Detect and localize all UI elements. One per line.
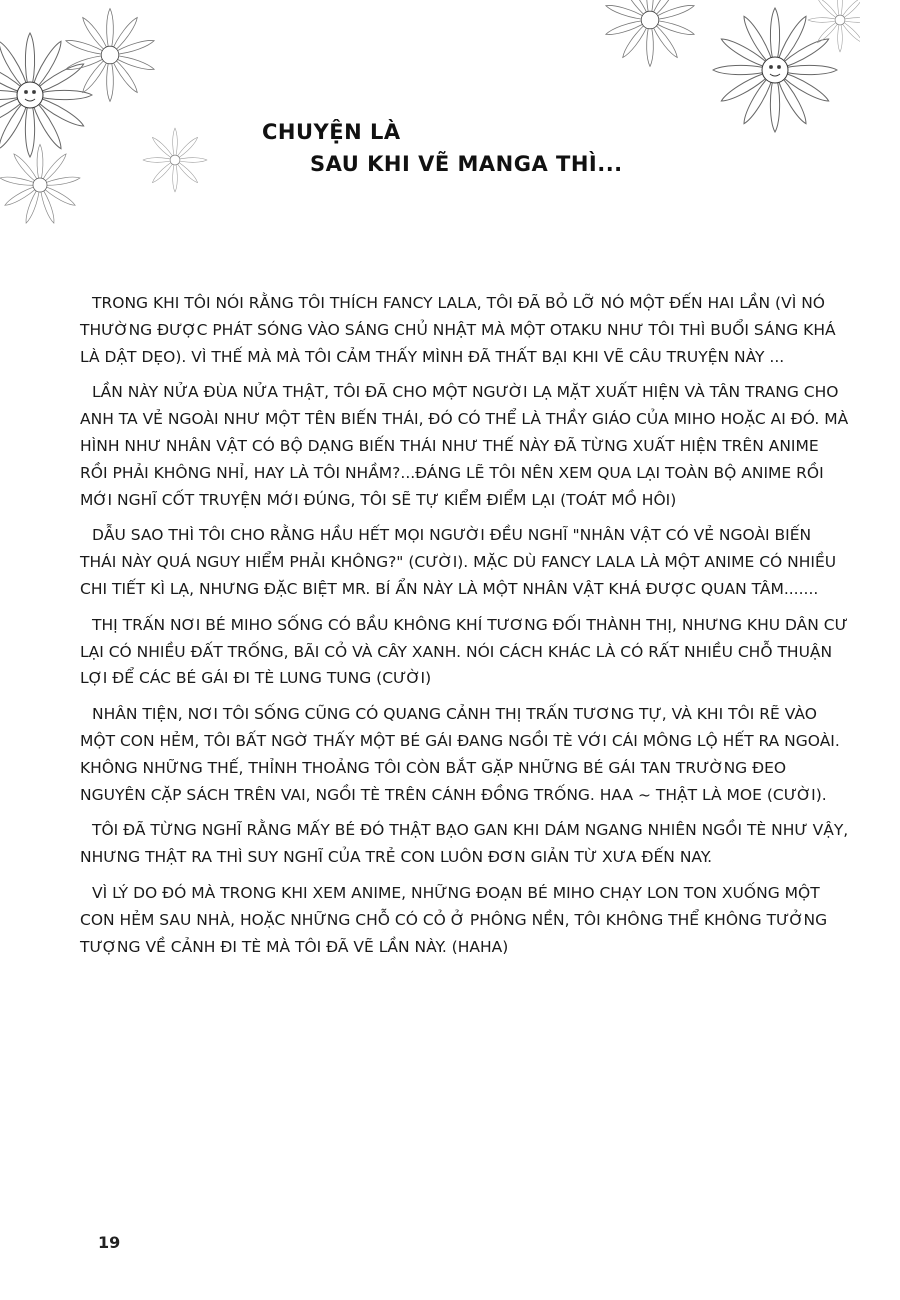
article-body	[80, 290, 850, 969]
title-line-2: SAU KHI VẼ MANGA THÌ...	[310, 152, 623, 176]
paragraph-3: DẪU SAO THÌ TÔI CHO RẰNG HẦU HẾT MỌI NGƯỜI ĐỀU NGHĨ "NHÂN VẬT CÓ VẺ NGOÀI BIẾN THÁI NÀY QUÁ NGUY HIỂM PHẢI KHÔNG?" (CƯỜI). MẶC DÙ FANCY LALA LÀ MỘT ANIME CÓ NHIỀU CHI TIẾT KÌ LẠ, NHƯNG ĐẶC BIỆT MR. BÍ ẨN NÀY LÀ MỘT NHÂN VẬT KHÁ ĐƯỢC QUAN TÂM.......	[80, 526, 837, 598]
page-number: 19	[98, 1233, 121, 1252]
flower-right-1	[605, 0, 695, 66]
flower-illustration-right	[590, 0, 860, 150]
flower-right-2	[713, 8, 837, 132]
flower-right-3	[808, 0, 860, 52]
flower-left-1	[0, 33, 92, 157]
flower-left-3	[0, 144, 80, 224]
paragraph-1: TRONG KHI TÔI NÓI RẰNG TÔI THÍCH FANCY LALA, TÔI ĐÃ BỎ LỠ NÓ MỘT ĐẾN HAI LẦN (VÌ NÓ THƯỜNG ĐƯỢC PHÁT SÓNG VÀO SÁNG CHỦ NHẬT MÀ MỘT OTAKU NHƯ TÔI THÌ BUỔI SÁNG KHÁ LÀ DẬT DẸO). VÌ THẾ MÀ MÀ TÔI CẢM THẤY MÌNH ĐÃ THẤT BẠI KHI VẼ CÂU TRUYỆN NÀY ...	[80, 294, 836, 366]
paragraph-4: THỊ TRẤN NƠI BÉ MIHO SỐNG CÓ BẦU KHÔNG KHÍ TƯƠNG ĐỐI THÀNH THỊ, NHƯNG KHU DÂN CƯ LẠI CÓ NHIỀU ĐẤT TRỐNG, BÃI CỎ VÀ CÂY XANH. NÓI CÁCH KHÁC LÀ CÓ RẤT NHIỀU CHỖ THUẬN LỢI ĐỂ CÁC BÉ GÁI ĐI TÈ LUNG TUNG (CƯỜI)	[80, 615, 848, 688]
page-title	[262, 116, 623, 180]
paragraph-7: VÌ LÝ DO ĐÓ MÀ TRONG KHI XEM ANIME, NHỮNG ĐOẠN BÉ MIHO CHẠY LON TON XUỐNG MỘT CON HẺM SAU NHÀ, HOẶC NHỮNG CHỖ CÓ CỎ Ở PHÔNG NỀN, TÔI KHÔNG THỂ KHÔNG TƯỞNG TƯỢNG VỀ CẢNH ĐI TÈ MÀ TÔI ĐÃ VẼ LẦN NÀY. (HAHA)	[80, 883, 828, 956]
flower-left-2	[65, 9, 155, 102]
paragraph-5: NHÂN TIỆN, NƠI TÔI SỐNG CŨNG CÓ QUANG CẢNH THỊ TRẤN TƯƠNG TỰ, VÀ KHI TÔI RẼ VÀO MỘT CON HẺM, TÔI BẤT NGỜ THẤY MỘT BÉ GÁI ĐANG NGỒI TÈ VỚI CÁI MÔNG LỘ HẾT RA NGOÀI. KHÔNG NHỮNG THẾ, THỈNH THOẢNG TÔI CÒN BẮT GẶP NHỮNG BÉ GÁI TAN TRƯỜNG ĐEO NGUYÊN CẶP SÁCH TRÊN VAI, NGỒI TÈ TRÊN CÁNH ĐỒNG TRỐNG. HAA ~ THẬT LÀ MOE (CƯỜI).	[80, 705, 840, 804]
flower-left-4	[143, 128, 207, 192]
title-line-1: CHUYỆN LÀ	[262, 120, 401, 144]
paragraph-6: TÔI ĐÃ TỪNG NGHĨ RẰNG MẤY BÉ ĐÓ THẬT BẠO GAN KHI DÁM NGANG NHIÊN NGỒI TÈ NHƯ VẬY, NHƯNG THẬT RA THÌ SUY NGHĨ CỦA TRẺ CON LUÔN ĐƠN GIẢN TỪ XƯA ĐẾN NAY.	[80, 821, 849, 867]
flower-illustration-left	[0, 0, 250, 240]
paragraph-2: LẦN NÀY NỬA ĐÙA NỬA THẬT, TÔI ĐÃ CHO MỘT NGƯỜI LẠ MẶT XUẤT HIỆN VÀ TÂN TRANG CHO ANH TA VẺ NGOÀI NHƯ MỘT TÊN BIẾN THÁI, ĐÓ CÓ THỂ LÀ THẦY GIÁO CỦA MIHO HOẶC AI ĐÓ. MÀ HÌNH NHƯ NHÂN VẬT CÓ BỘ DẠNG BIẾN THÁI NHƯ THẾ NÀY ĐÃ TỪNG XUẤT HIỆN TRÊN ANIME RỒI PHẢI KHÔNG NHỈ, HAY LÀ TÔI NHẦM?...ĐÁNG LẼ TÔI NÊN XEM QUA LẠI TOÀN BỘ ANIME RỒI MỚI NGHĨ CỐT TRUYỆN MỚI ĐÚNG, TÔI SẼ TỰ KIỂM ĐIỂM LẠI (TOÁT MỒ HÔI)	[80, 383, 849, 509]
